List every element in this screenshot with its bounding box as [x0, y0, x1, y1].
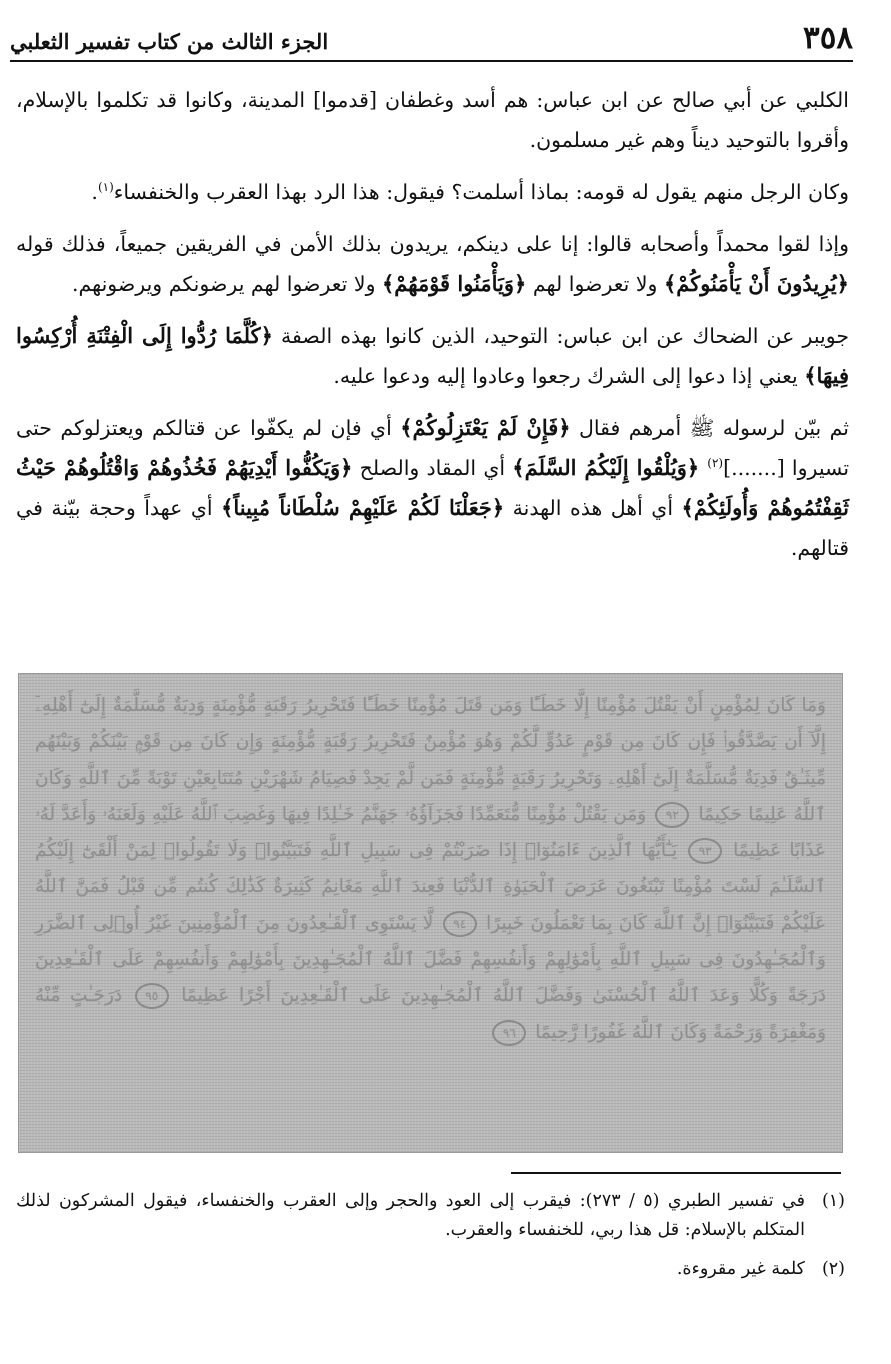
paragraph-text: الكلبي عن أبي صالح عن ابن عباس: هم أسد وغطفان [قدموا] المدينة، وكانوا قد تكلموا بالإسلام، وأقروا بالتوحيد ديناً وهم غير مسلمون. — [16, 88, 849, 152]
paragraph-text: يعني إذا دعوا إلى الشرك رجعوا وعادوا إليه ودعوا عليه. — [333, 364, 805, 388]
quran-quote: ﴿يُرِيدُونَ أَنْ يَأْمَنُوكُمْ﴾ — [663, 271, 849, 296]
verse-number-mark: ٩٥ — [135, 983, 169, 1009]
page-number: ٣٥٨ — [803, 20, 853, 56]
footnote — [16, 1255, 845, 1284]
paragraph — [16, 408, 849, 568]
footnote-text: في تفسير الطبري (٥ / ٢٧٣): فيقرب إلى العود والحجر وإلى العقرب والخنفساء، فيقول المشركون لذلك المتكلم بالإسلام: قل هذا ربي، للخنفساء والعقرب. — [16, 1191, 805, 1240]
verse-text: وَمَا كَانَ لِمُؤْمِنٍ أَنْ يَقْتُلَ مُؤْمِنًا إِلَّا خَطَـًٔا وَمَن قَتَلَ مُؤْمِنًا خَطَـًٔا فَتَحْرِيرُ رَقَبَةٍ مُّؤْمِنَةٍ وَدِيَةٌ مُّسَلَّمَةٌ إِلَىٰٓ أَهْلِهِۦٓ إِلَّآ أَن يَصَّدَّقُوا۟ فَإِن كَانَ مِن قَوْمٍ عَدُوٍّ لَّكُمْ وَهُوَ مُؤْمِنٌ فَتَحْرِيرُ رَقَبَةٍ مُّؤْمِنَةٍ وَإِن كَانَ مِن قَوْمٍۭ بَيْنَكُمْ وَبَيْنَهُم مِّيثَـٰقٌ فَدِيَةٌ مُّسَلَّمَةٌ إِلَىٰٓ أَهْلِهِۦ وَتَحْرِيرُ رَقَبَةٍ مُّؤْمِنَةٍ فَمَن لَّمْ يَجِدْ فَصِيَامُ شَهْرَيْنِ مُتَتَابِعَيْنِ تَوْبَةً مِّنَ ٱللَّهِ وَكَانَ ٱللَّهُ عَلِيمًا حَكِيمًا — [35, 695, 826, 825]
verse-text: لَّا يَسْتَوِى ٱلْقَـٰعِدُونَ مِنَ ٱلْمُؤْمِنِينَ غَيْرُ أُو۟لِى ٱلضَّرَرِ وَٱلْمُجَـٰهِدُونَ فِى سَبِيلِ ٱللَّهِ بِأَمْوَٰلِهِمْ وَأَنفُسِهِمْ فَضَّلَ ٱللَّهُ ٱلْمُجَـٰهِدِينَ بِأَمْوَٰلِهِمْ وَأَنفُسِهِمْ عَلَى ٱلْقَـٰعِدِينَ دَرَجَةً وَكُلًّا وَعَدَ ٱللَّهُ ٱلْحُسْنَىٰ وَفَضَّلَ ٱللَّهُ ٱلْمُجَـٰهِدِينَ عَلَى ٱلْقَـٰعِدِينَ أَجْرًا عَظِيمًا — [35, 912, 826, 1007]
paragraph-text: ولا تعرضوا لهم يرضونكم ويرضونهم. — [71, 272, 382, 296]
main-text — [16, 80, 849, 580]
footnote-text: كلمة غير مقروءة. — [676, 1259, 805, 1279]
verse-text: يَـٰٓأَيُّهَا ٱلَّذِينَ ءَامَنُوٓا۟ إِذَا ضَرَبْتُمْ فِى سَبِيلِ ٱللَّهِ فَتَبَيَّنُوا۟ وَلَا تَقُولُوا۟ لِمَنْ أَلْقَىٰٓ إِلَيْكُمُ ٱلسَّلَـٰمَ لَسْتَ مُؤْمِنًا تَبْتَغُونَ عَرَضَ ٱلْحَيَوٰةِ ٱلدُّنْيَا فَعِندَ ٱللَّهِ مَغَانِمُ كَثِيرَةٌ كَذَٰلِكَ كُنتُم مِّن قَبْلُ فَمَنَّ ٱللَّهُ عَلَيْكُمْ فَتَبَيَّنُوٓا۟ إِنَّ ٱللَّهَ كَانَ بِمَا تَعْمَلُونَ خَبِيرًا — [35, 840, 827, 934]
footnote-ref[interactable]: (١) — [97, 180, 114, 195]
footnote-separator — [511, 1172, 841, 1174]
paragraph — [16, 224, 849, 304]
quran-quote: ﴿وَيَأْمَنُوا قَوْمَهُمْ﴾ — [382, 271, 527, 296]
page-header — [10, 18, 853, 62]
quran-quote: ﴿وَيُلْقُوا إِلَيْكُمُ السَّلَمَ﴾ — [512, 455, 708, 480]
verse-text: دَرَجَـٰتٍ مِّنْهُ وَمَغْفِرَةً وَرَحْمَةً وَكَانَ ٱللَّهُ غَفُورًا رَّحِيمًا — [35, 985, 826, 1043]
paragraph — [16, 172, 849, 212]
paragraph — [16, 80, 849, 160]
verse-number-mark: ٩٦ — [492, 1020, 526, 1046]
paragraph-text: وإذا لقوا محمداً وأصحابه قالوا: إنا على دينكم، يريدون بذلك الأمن في الفريقين جميعاً، فذلك قوله — [16, 232, 849, 256]
verse-number-mark: ٩٣ — [688, 838, 722, 864]
paragraph-text: وكان الرجل منهم يقول له قومه: بماذا أسلمت؟ فيقول: هذا الرد بهذا العقرب والخنفساء — [113, 180, 849, 204]
paragraph-text: أي المقاد والصلح — [352, 456, 513, 480]
verse-number-mark: ٩٤ — [443, 911, 477, 937]
running-title: الجزء الثالث من كتاب تفسير الثعلبي — [10, 29, 329, 54]
paragraph-text: ثم بيّن لرسوله ﷺ أمرهم فقال — [570, 416, 849, 440]
footnote — [16, 1187, 845, 1245]
paragraph-text: أي عهداً وحجة بيّنة في قتالهم. — [16, 496, 849, 560]
quran-quote: ﴿وَيَكُفُّوا أَيْدِيَهُمْ فَخُذُوهُمْ وَاقْتُلُوهُمْ حَيْثُ ثَقِفْتُمُوهُمْ وَأُولَئِكُمْ﴾ — [16, 455, 849, 520]
paragraph-text: جويبر عن الضحاك عن ابن عباس: التوحيد، الذين كانوا بهذه الصفة — [272, 324, 849, 348]
footnotes — [16, 1187, 845, 1294]
quran-verses-text — [19, 674, 842, 1051]
footnote-ref[interactable]: (٢) — [707, 456, 724, 471]
footnote-number: (٢) — [821, 1259, 845, 1279]
footnote-number: (١) — [821, 1191, 845, 1211]
paragraph — [16, 316, 849, 396]
verse-text: وَمَن يَقْتُلْ مُؤْمِنًا مُّتَعَمِّدًا فَجَزَآؤُهُۥ جَهَنَّمُ خَـٰلِدًا فِيهَا وَغَضِبَ ٱللَّهُ عَلَيْهِ وَلَعَنَهُۥ وَأَعَدَّ لَهُۥ عَذَابًا عَظِيمًا — [35, 803, 826, 862]
quran-verses-block — [18, 673, 843, 1153]
quran-quote: ﴿فَإِنْ لَمْ يَعْتَزِلُوكُمْ﴾ — [400, 415, 571, 440]
paragraph-text: أي فإن لم يكفّوا عن قتالكم ويعتزلوكم حتى تسيروا [.......] — [16, 416, 850, 480]
quran-quote: ﴿كُلَّمَا رُدُّوا إِلَى الْفِتْنَةِ أُرْكِسُوا فِيهَا﴾ — [16, 323, 849, 388]
paragraph-text: . — [91, 180, 98, 204]
quran-quote: ﴿جَعَلْنَا لَكُمْ عَلَيْهِمْ سُلْطَاناً مُبِيناً﴾ — [221, 495, 505, 520]
verse-number-mark: ٩٢ — [655, 802, 689, 828]
paragraph-text: ولا تعرضوا لهم — [526, 272, 664, 296]
paragraph-text: أي أهل هذه الهدنة — [504, 496, 682, 520]
